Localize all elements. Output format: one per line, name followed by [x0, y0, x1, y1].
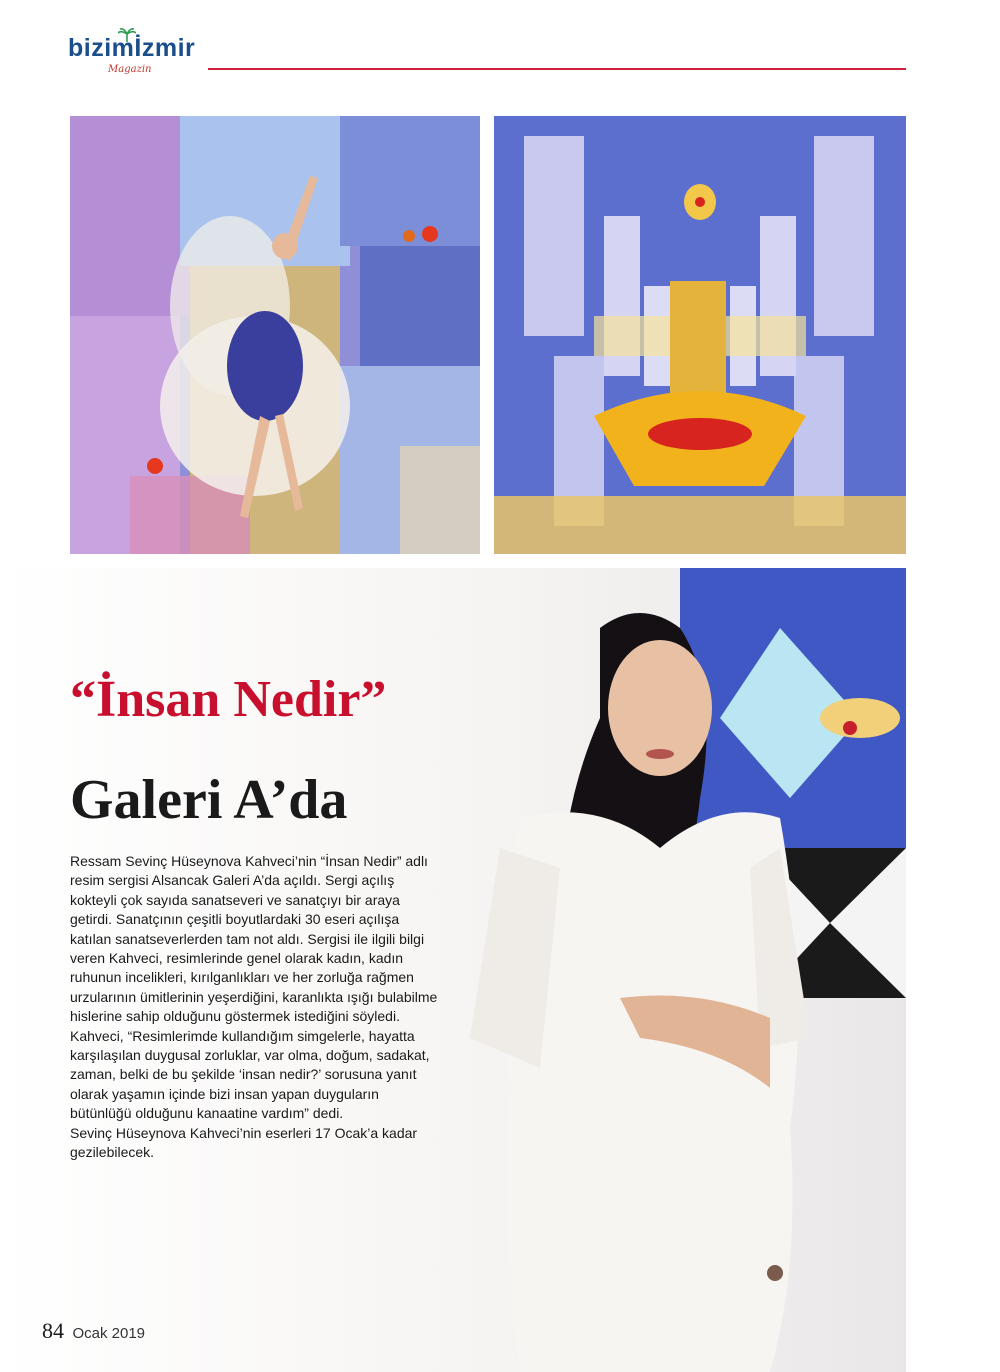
article-headline: “İnsan Nedir” [70, 671, 387, 728]
palm-tree-icon [118, 28, 136, 42]
article-subheadline: Galeri A’da [70, 769, 348, 831]
header-rule [208, 68, 906, 70]
issue-date: Ocak 2019 [72, 1325, 145, 1342]
article-body [70, 852, 440, 1163]
magazine-logo [68, 34, 208, 94]
logo-subtitle: Magazin [108, 64, 152, 75]
page-number: 84 [42, 1318, 64, 1343]
ballerina-painting [70, 116, 480, 554]
lips-painting [494, 116, 906, 554]
article-paragraph: Sevinç Hüseynova Kahveci’nin eserleri 17 Ocak’a kadar gezilebilecek. [70, 1124, 418, 1161]
logo-wordmark: bizimİzmir [68, 34, 196, 62]
page-footer [42, 1318, 145, 1344]
article-paragraph: Ressam Sevinç Hüseynova Kahveci’nin “İnsan Nedir” adlı resim sergisi Alsancak Galeri A’da açıldı. Sergi açılış kokteyli çok sayıda sanatseveri ve sanatçıyı bir araya getirdi. Sanatçının çeşitli boyutlardaki 30 eseri açılışa katılan sanatseverlerden tam not aldı. Sergisi ile ilgili bilgi veren Kahveci, resimlerinde genel olarak kadın, kadın ruhunun incelikleri, kırılganlıkları ve her zorluğa rağmen urzularının ümitlerinin yeşerdiğini, karanlıkta ışığı bulabilme hislerine sahip olduğunu göstermek istediğini söyledi. Kahveci, “Resimlerimde kullandığım simgelerle, hayatta karşılaşılan duygusal zorluklar, var olma, doğum, sadakat, zaman, belki de bu şekilde ‘insan nedir?’ sorusuna yanıt olarak yaşamın içinde bizi insan yapan duyguların bütünlüğü olduğunu kanaatine vardım” dedi. [70, 853, 438, 1122]
